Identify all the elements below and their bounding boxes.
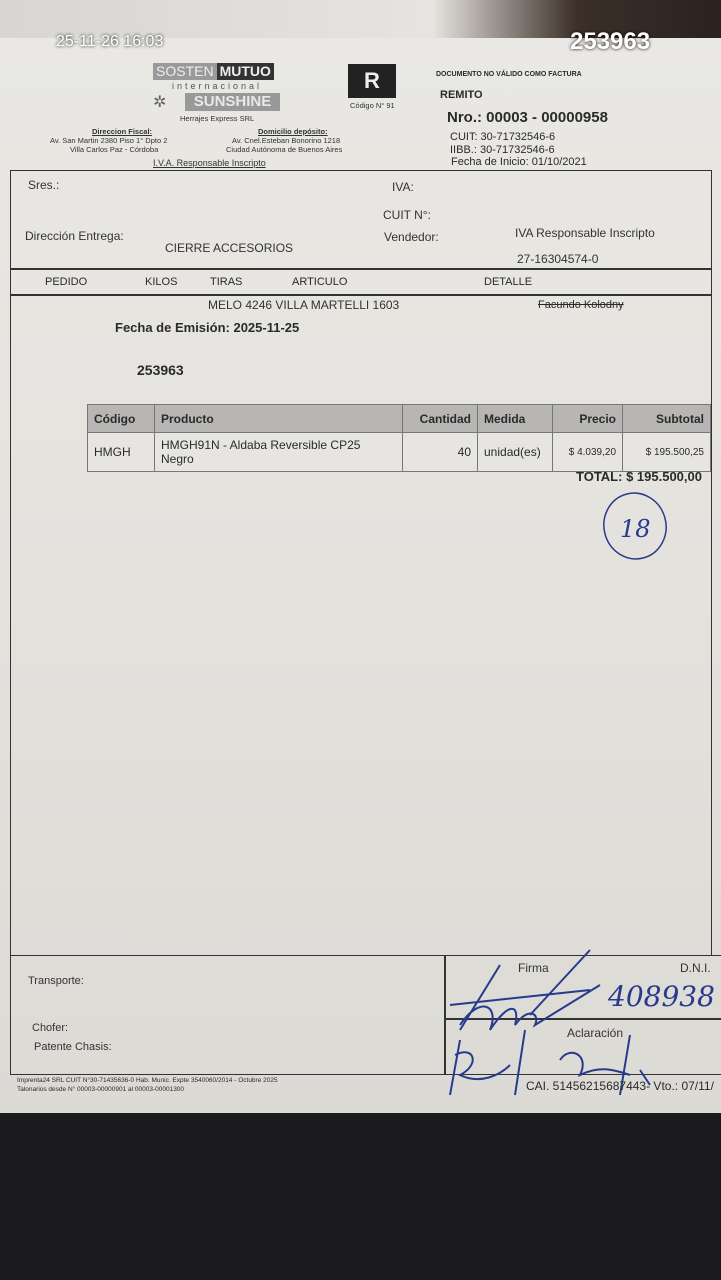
clarification-label: Aclaración [567,1026,624,1040]
company-name: Herrajes Express SRL [180,114,255,123]
letter-box: R [348,64,396,98]
logo-text: MUTUO [217,63,274,80]
total: TOTAL: $ 195.500,00 [576,469,702,484]
emission-date: Fecha de Emisión: 2025-11-25 [115,320,300,335]
divider [10,294,712,296]
client-name: CIERRE ACCESORIOS [165,241,294,255]
booklet-range: Talonarios desde N° 00003-00000901 al 00003-00001300 [17,1086,185,1093]
header-producto: Producto [155,405,403,433]
dni-label: D.N.I. [680,961,711,975]
doc-number: Nro.: 00003 - 00000958 [447,109,608,126]
header-medida: Medida [478,405,553,433]
sun-icon: ✲ [153,94,167,111]
start-date: Fecha de Inicio: 01/10/2021 [451,156,587,168]
client-iva: IVA Responsable Inscripto [515,226,655,240]
logo-sosten-mutuo [153,63,303,80]
logo-sunshine: SUNSHINE [185,93,280,111]
company-cuit: CUIT: 30-71732546-6 [450,131,556,143]
cuit-label: CUIT N°: [383,208,431,222]
cell-subtotal: $ 195.500,25 [623,433,711,472]
items-table [87,404,711,472]
photo-timestamp: 25-11-26 16:03 [56,33,164,50]
handwritten-number: 18 [620,515,651,543]
handwritten-dni: 408938 [608,980,715,1013]
order-number: 253963 [137,362,184,378]
sres-label: Sres.: [28,178,60,192]
seller-name: Facundo Kolodny [538,299,624,311]
header-precio: Precio [553,405,623,433]
col-articulo: ARTICULO [292,276,348,288]
delivery-label: Dirección Entrega: [25,229,124,243]
logo-text: SOSTEN [153,63,217,80]
table-row [88,433,711,472]
doc-type: REMITO [440,89,483,101]
header-subtotal: Subtotal [623,405,711,433]
table-header-row [88,405,711,433]
header-cantidad: Cantidad [403,405,478,433]
transport-label: Transporte: [28,975,84,987]
divider [10,268,712,270]
deposit-city: Ciudad Autónoma de Buenos Aires [226,145,343,154]
col-tiras: TIRAS [210,276,243,288]
col-kilos: KILOS [145,276,178,288]
signature-label: Firma [518,961,549,975]
delivery-address: MELO 4246 VILLA MARTELLI 1603 [208,298,400,312]
cell-producto: HMGH91N - Aldaba Reversible CP25 Negro [155,433,403,472]
deposit-address: Av. Cnel.Esteban Bonorino 1218 [232,136,341,145]
fiscal-city: Villa Carlos Paz - Córdoba [70,145,159,154]
invalid-notice: DOCUMENTO NO VÁLIDO COMO FACTURA [436,71,582,78]
fiscal-title: Direccion Fiscal: [92,127,153,136]
logo-subtitle: internacional [172,81,263,91]
cell-medida: unidad(es) [478,433,553,472]
col-pedido: PEDIDO [45,276,88,288]
deposit-title: Domicilio depósito: [258,127,328,136]
letter-code: Código N° 91 [350,101,395,110]
iva-label: IVA: [392,180,414,194]
client-cuit: 27-16304574-0 [517,252,599,266]
cell-precio: $ 4.039,20 [553,433,623,472]
col-detalle: DETALLE [484,276,533,288]
plate-label: Patente Chasis: [34,1041,112,1053]
cell-cantidad: 40 [403,433,478,472]
driver-label: Chofer: [32,1022,69,1034]
seller-label: Vendedor: [384,230,439,244]
fiscal-address: Av. San Martin 2380 Piso 1° Dpto 2 [50,136,168,145]
cai-number: CAI. 51456215687443- Vto.: 07/11/ [526,1079,714,1093]
cell-codigo: HMGH [88,433,155,472]
header-codigo: Código [88,405,155,433]
printer-info: Imprenta24 SRL CUIT N°30-71435636-0 Hab. Munic. Expte 3540060/2014 - Octubre 2025 [17,1077,278,1084]
photo-code: 253963 [570,28,651,55]
company-iibb: IIBB.: 30-71732546-6 [450,144,555,156]
iva-condition: I.V.A. Responsable Inscripto [153,158,266,168]
